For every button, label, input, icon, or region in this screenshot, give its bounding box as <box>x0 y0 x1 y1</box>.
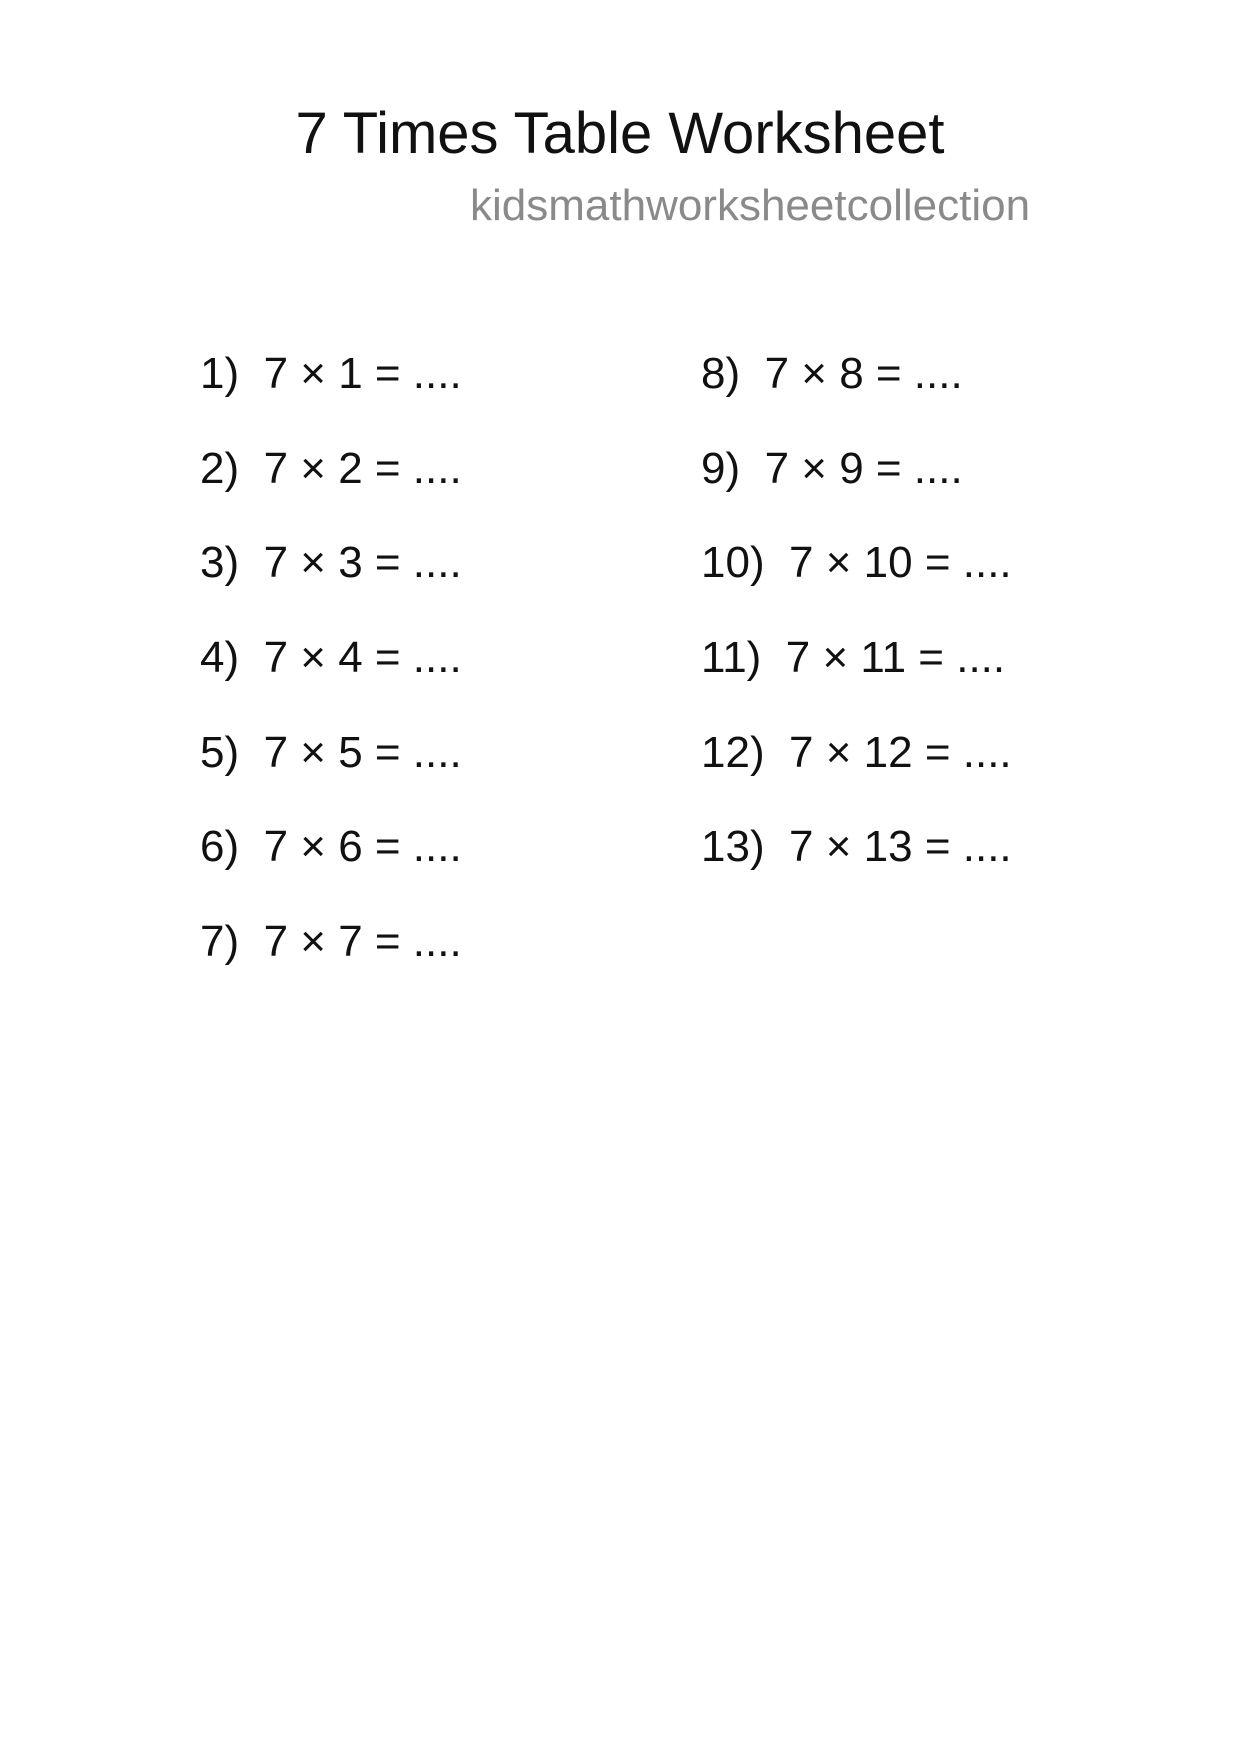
problems-column-left <box>200 348 462 1011</box>
problem-item: 8) 7 × 8 = .... <box>701 349 963 398</box>
problem-item: 13) 7 × 13 = .... <box>701 822 1012 872</box>
problem-item: 9) 7 × 9 = .... <box>701 443 963 493</box>
problem-item: 11) 7 × 11 = .... <box>701 633 1006 683</box>
problem-item: 10) 7 × 10 = .... <box>701 538 1012 588</box>
problem-item: 2) 7 × 2 = .... <box>200 443 462 493</box>
problem-item: 6) 7 × 6 = .... <box>200 822 462 872</box>
problem-item: 3) 7 × 3 = .... <box>200 538 462 588</box>
problem-item: 12) 7 × 12 = .... <box>701 727 1012 777</box>
problem-item: 7) 7 × 7 = .... <box>200 917 462 967</box>
worksheet-subtitle: kidsmathworksheetcollection <box>470 181 1031 230</box>
problem-item: 5) 7 × 5 = .... <box>200 727 462 777</box>
problem-item: 4) 7 × 4 = .... <box>200 633 462 683</box>
problems-column-right <box>701 348 1012 916</box>
problem-item: 1) 7 × 1 = .... <box>200 349 462 398</box>
worksheet-title: 7 Times Table Worksheet <box>295 101 945 166</box>
